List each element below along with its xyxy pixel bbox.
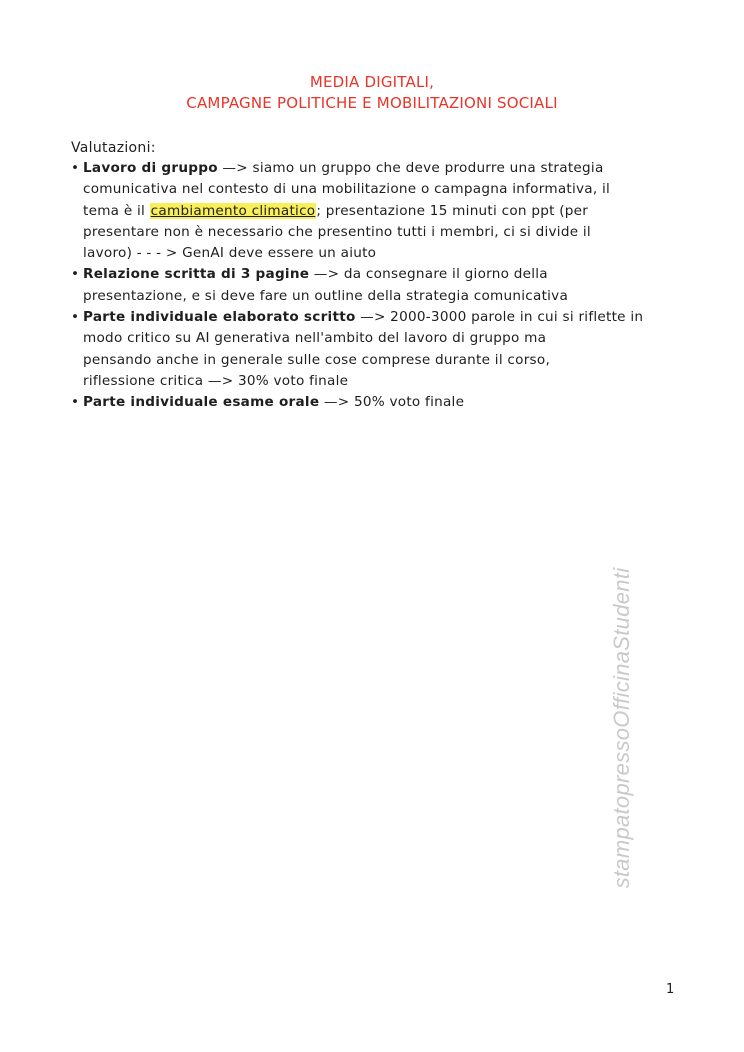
bullet-icon: • (71, 309, 80, 326)
item-line: modo critico su AI generativa nell'ambito del lavoro di gruppo ma (83, 330, 547, 347)
bullet-icon: • (71, 160, 80, 176)
item-line: lavoro) - - - > GenAI deve essere un aiuto (83, 245, 377, 262)
title-line-1: MEDIA DIGITALI, (309, 73, 435, 91)
item-line (83, 307, 681, 328)
item-line (83, 158, 681, 179)
item-line: riflessione critica —> 30% voto finale (83, 372, 349, 389)
list-item (71, 307, 681, 392)
section-label: Valutazioni: (71, 140, 156, 156)
item-text: —> da consegnare il giorno della (309, 266, 548, 283)
item-line: comunicativa nel contesto di una mobilitazione o campagna informativa, il (83, 181, 611, 198)
item-line (83, 201, 681, 222)
highlighted-text: cambiamento climatico (150, 202, 316, 219)
title-line-2: CAMPAGNE POLITICHE E MOBILITAZIONI SOCIALI (186, 94, 558, 112)
item-text: ; presentazione 15 minuti con ppt (per (316, 202, 589, 219)
document-title (0, 72, 744, 114)
item-heading: Lavoro di gruppo (83, 160, 218, 176)
item-line: presentare non è necessario che presentino tutti i membri, ci si divide il (83, 223, 591, 240)
item-heading: Relazione scritta di 3 pagine (83, 266, 310, 283)
item-text: —> 50% voto finale (319, 394, 465, 411)
item-text: tema è il (83, 202, 150, 219)
item-line: pensando anche in generale sulle cose comprese durante il corso, (83, 351, 551, 368)
item-heading: Parte individuale elaborato scritto (83, 309, 356, 326)
list-item (71, 158, 681, 264)
item-heading: Parte individuale esame orale (83, 394, 320, 411)
item-line (83, 264, 681, 285)
bullet-icon: • (71, 394, 80, 411)
item-line: presentazione, e si deve fare un outline della strategia comunicativa (83, 287, 569, 304)
evaluation-list (71, 158, 681, 414)
page-number: 1 (666, 982, 675, 997)
list-item (71, 392, 681, 413)
item-line (83, 392, 681, 413)
watermark: stampatopressoOfficinaStudenti (609, 567, 634, 889)
item-text: —> siamo un gruppo che deve produrre una strategia (217, 160, 604, 176)
bullet-icon: • (71, 266, 80, 283)
item-text: —> 2000-3000 parole in cui si riflette in (355, 309, 644, 326)
list-item (71, 264, 681, 307)
